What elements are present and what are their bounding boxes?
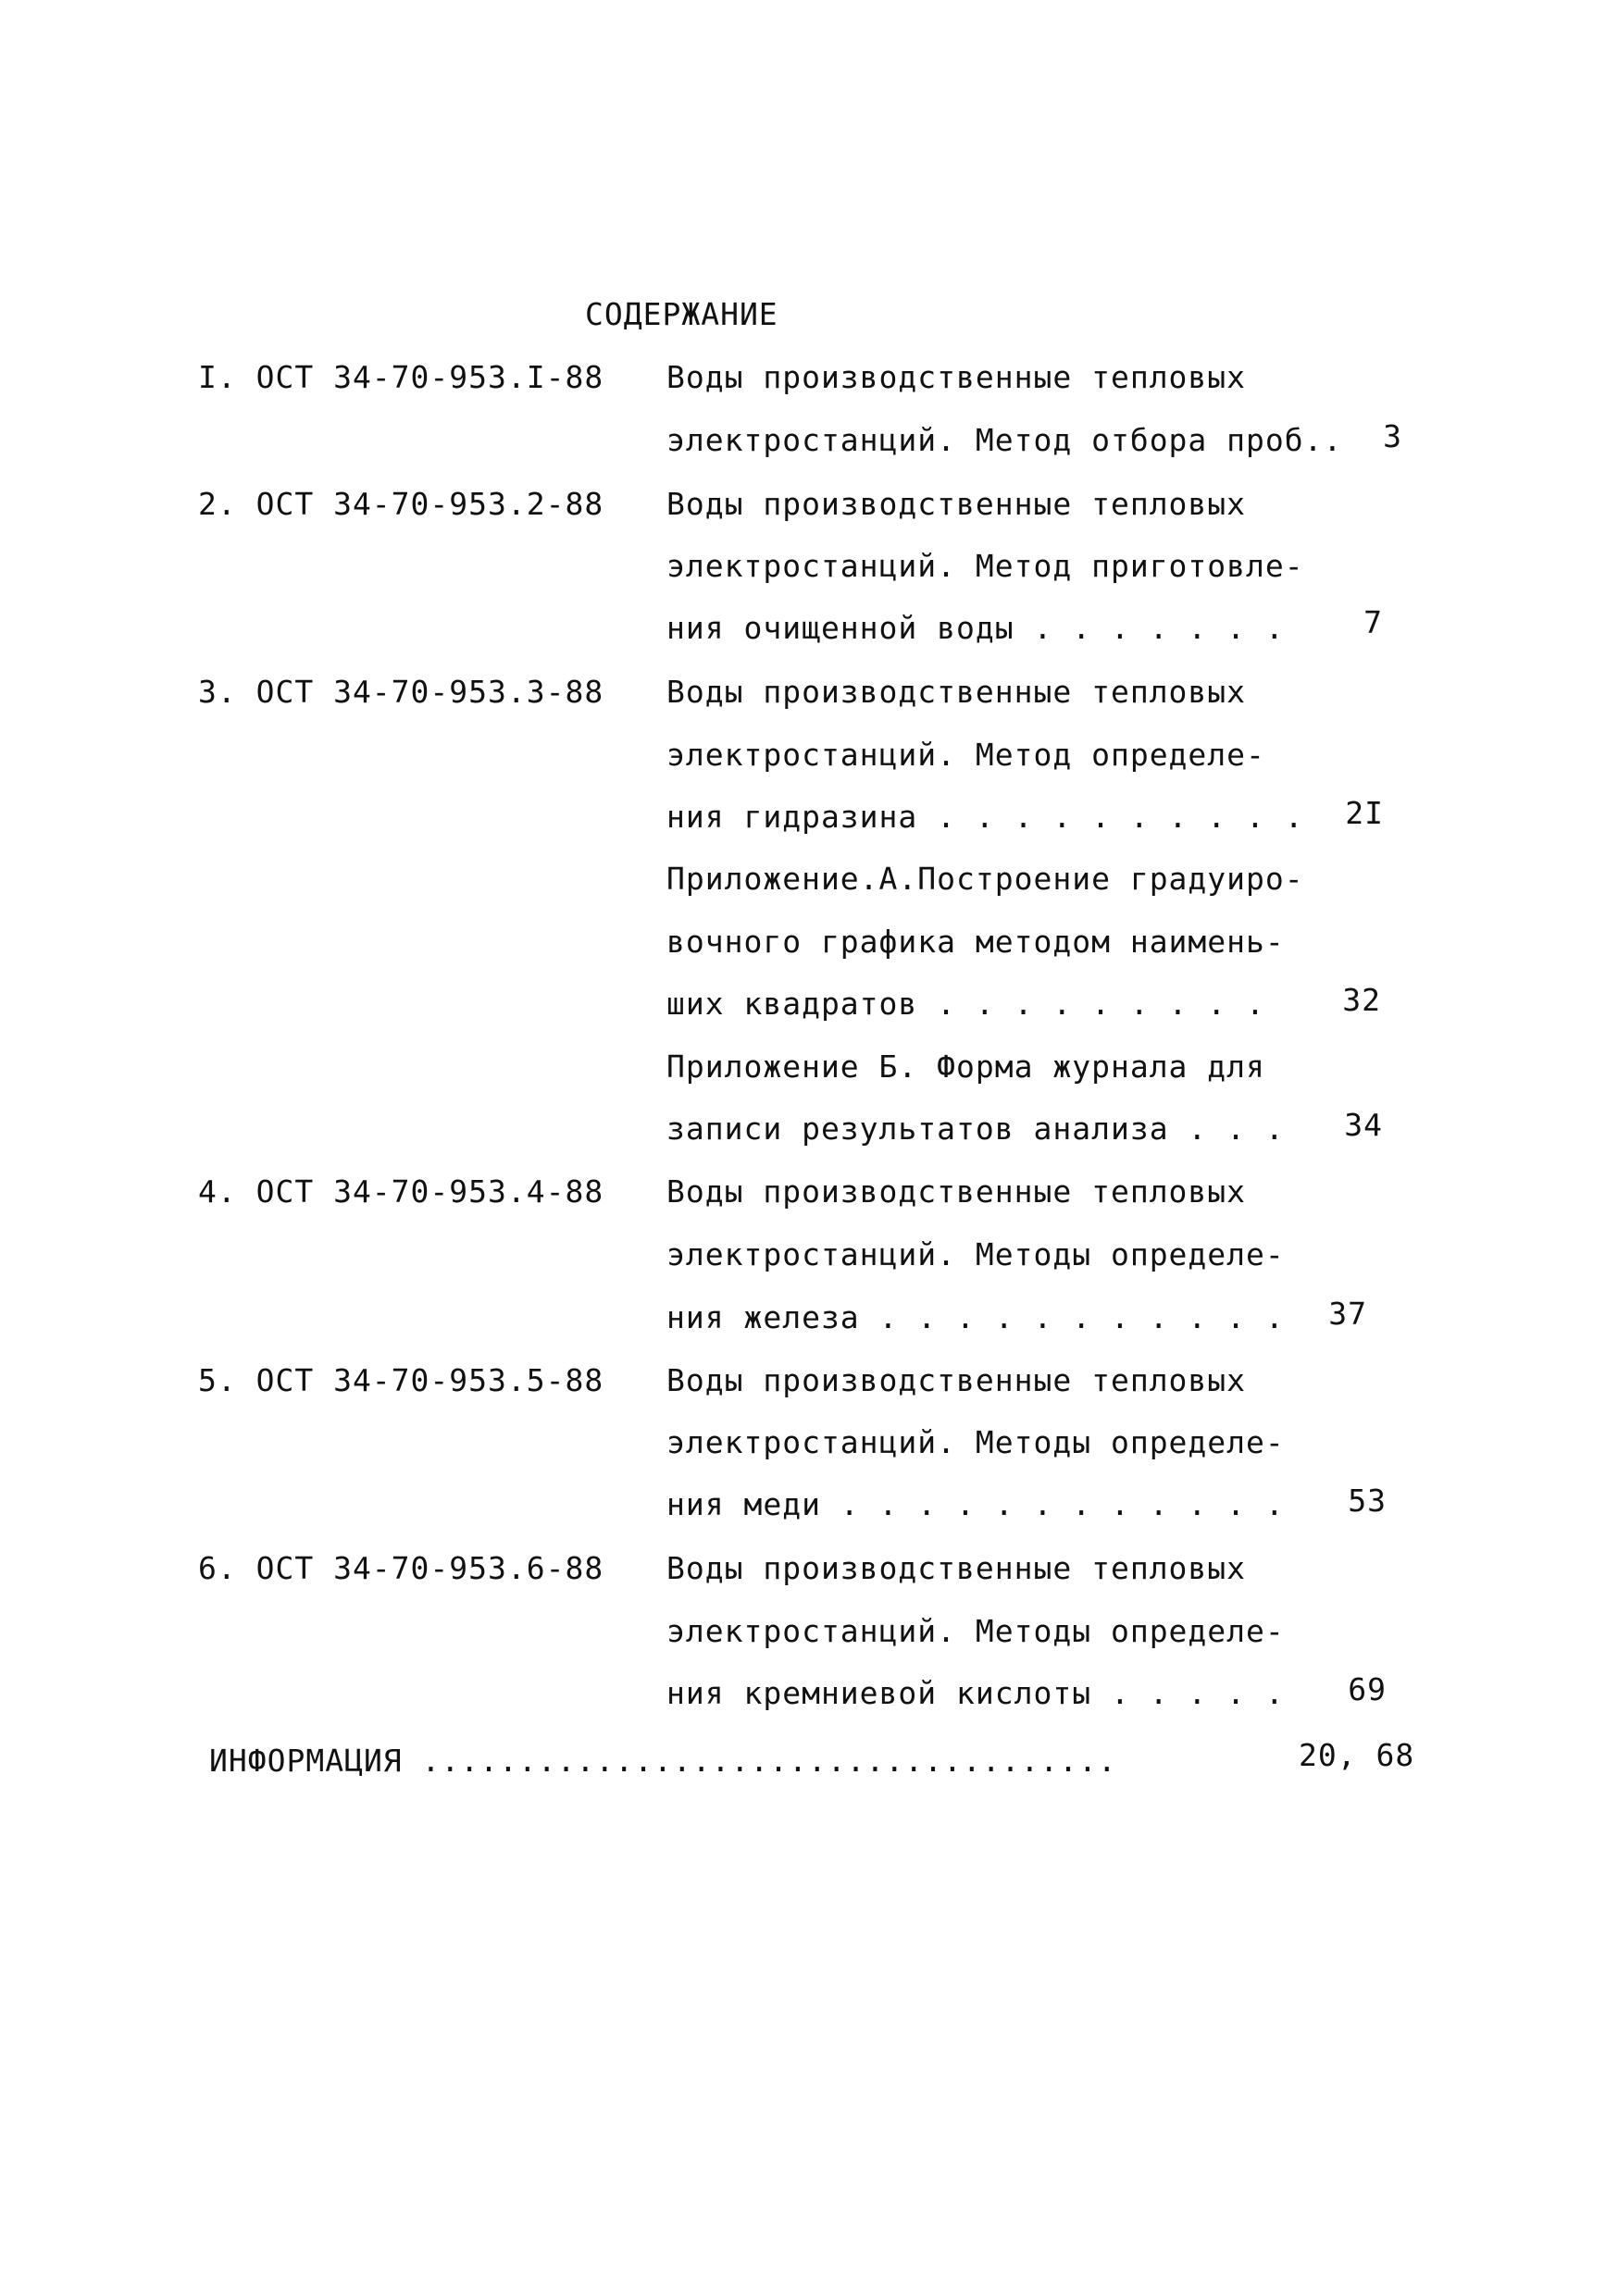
toc-entry-2-line-3: ния очищенной воды . . . . . . . — [666, 610, 1285, 646]
toc-info-label: ИНФОРМАЦИЯ .................................... — [209, 1743, 1117, 1779]
toc-entry-3-number: 3. ОСТ 34-70-953.3-88 — [198, 674, 604, 710]
page-title: СОДЕРЖАНИЕ — [585, 296, 778, 332]
toc-info-pages: 20, 68 — [1299, 1737, 1415, 1773]
toc-entry-3-page: 2I — [1345, 795, 1384, 831]
toc-entry-5-line-3: ния меди . . . . . . . . . . . . — [666, 1486, 1285, 1522]
toc-entry-4-line-1: Воды производственные тепловых — [666, 1173, 1247, 1210]
toc-entry-4-page: 37 — [1328, 1296, 1367, 1332]
toc-entry-1-line-2: электростанций. Метод отбора проб.. — [666, 422, 1343, 458]
toc-entry-2-number: 2. ОСТ 34-70-953.2-88 — [198, 486, 604, 522]
toc-entry-2-page: 7 — [1363, 604, 1383, 640]
toc-entry-5-line-1: Воды производственные тепловых — [666, 1362, 1247, 1398]
toc-entry-4-line-2: электростанций. Методы определе- — [666, 1236, 1285, 1272]
toc-entry-6-page: 69 — [1348, 1671, 1387, 1707]
toc-entry-2-line-1: Воды производственные тепловых — [666, 486, 1247, 522]
toc-appendix-b-line-1: Приложение Б. Форма журнала для — [666, 1049, 1265, 1085]
toc-entry-1-line-1: Воды производственные тепловых — [666, 359, 1247, 395]
toc-entry-5-number: 5. ОСТ 34-70-953.5-88 — [198, 1362, 604, 1398]
toc-entry-5-line-2: электростанций. Методы определе- — [666, 1424, 1285, 1460]
toc-entry-3-line-3: ния гидразина . . . . . . . . . . — [666, 799, 1304, 835]
toc-entry-4-number: 4. ОСТ 34-70-953.4-88 — [198, 1173, 604, 1210]
toc-entry-3-line-2: электростанций. Метод определе- — [666, 737, 1265, 773]
toc-entry-5-page: 53 — [1348, 1483, 1387, 1519]
toc-appendix-a-line-1: Приложение.А.Построение градуиро- — [666, 861, 1304, 897]
toc-appendix-b-page: 34 — [1344, 1107, 1383, 1143]
toc-entry-1-page: 3 — [1383, 418, 1402, 454]
toc-entry-4-line-3: ния железа . . . . . . . . . . . — [666, 1299, 1285, 1335]
toc-appendix-a-page: 32 — [1342, 982, 1381, 1018]
toc-entry-6-line-2: электростанций. Методы определе- — [666, 1613, 1285, 1649]
toc-entry-1-number: I. ОСТ 34-70-953.I-88 — [198, 359, 604, 395]
toc-appendix-b-line-2: записи результатов анализа . . . — [666, 1111, 1285, 1147]
toc-entry-6-line-1: Воды производственные тепловых — [666, 1550, 1247, 1586]
toc-entry-6-number: 6. ОСТ 34-70-953.6-88 — [198, 1550, 604, 1586]
toc-entry-6-line-3: ния кремниевой кислоты . . . . . — [666, 1675, 1285, 1711]
toc-entry-3-line-1: Воды производственные тепловых — [666, 674, 1247, 710]
toc-appendix-a-line-3: ших квадратов . . . . . . . . . — [666, 986, 1265, 1022]
toc-entry-2-line-2: электростанций. Метод приготовле- — [666, 548, 1304, 584]
toc-appendix-a-line-2: вочного графика методом наимень- — [666, 924, 1285, 960]
